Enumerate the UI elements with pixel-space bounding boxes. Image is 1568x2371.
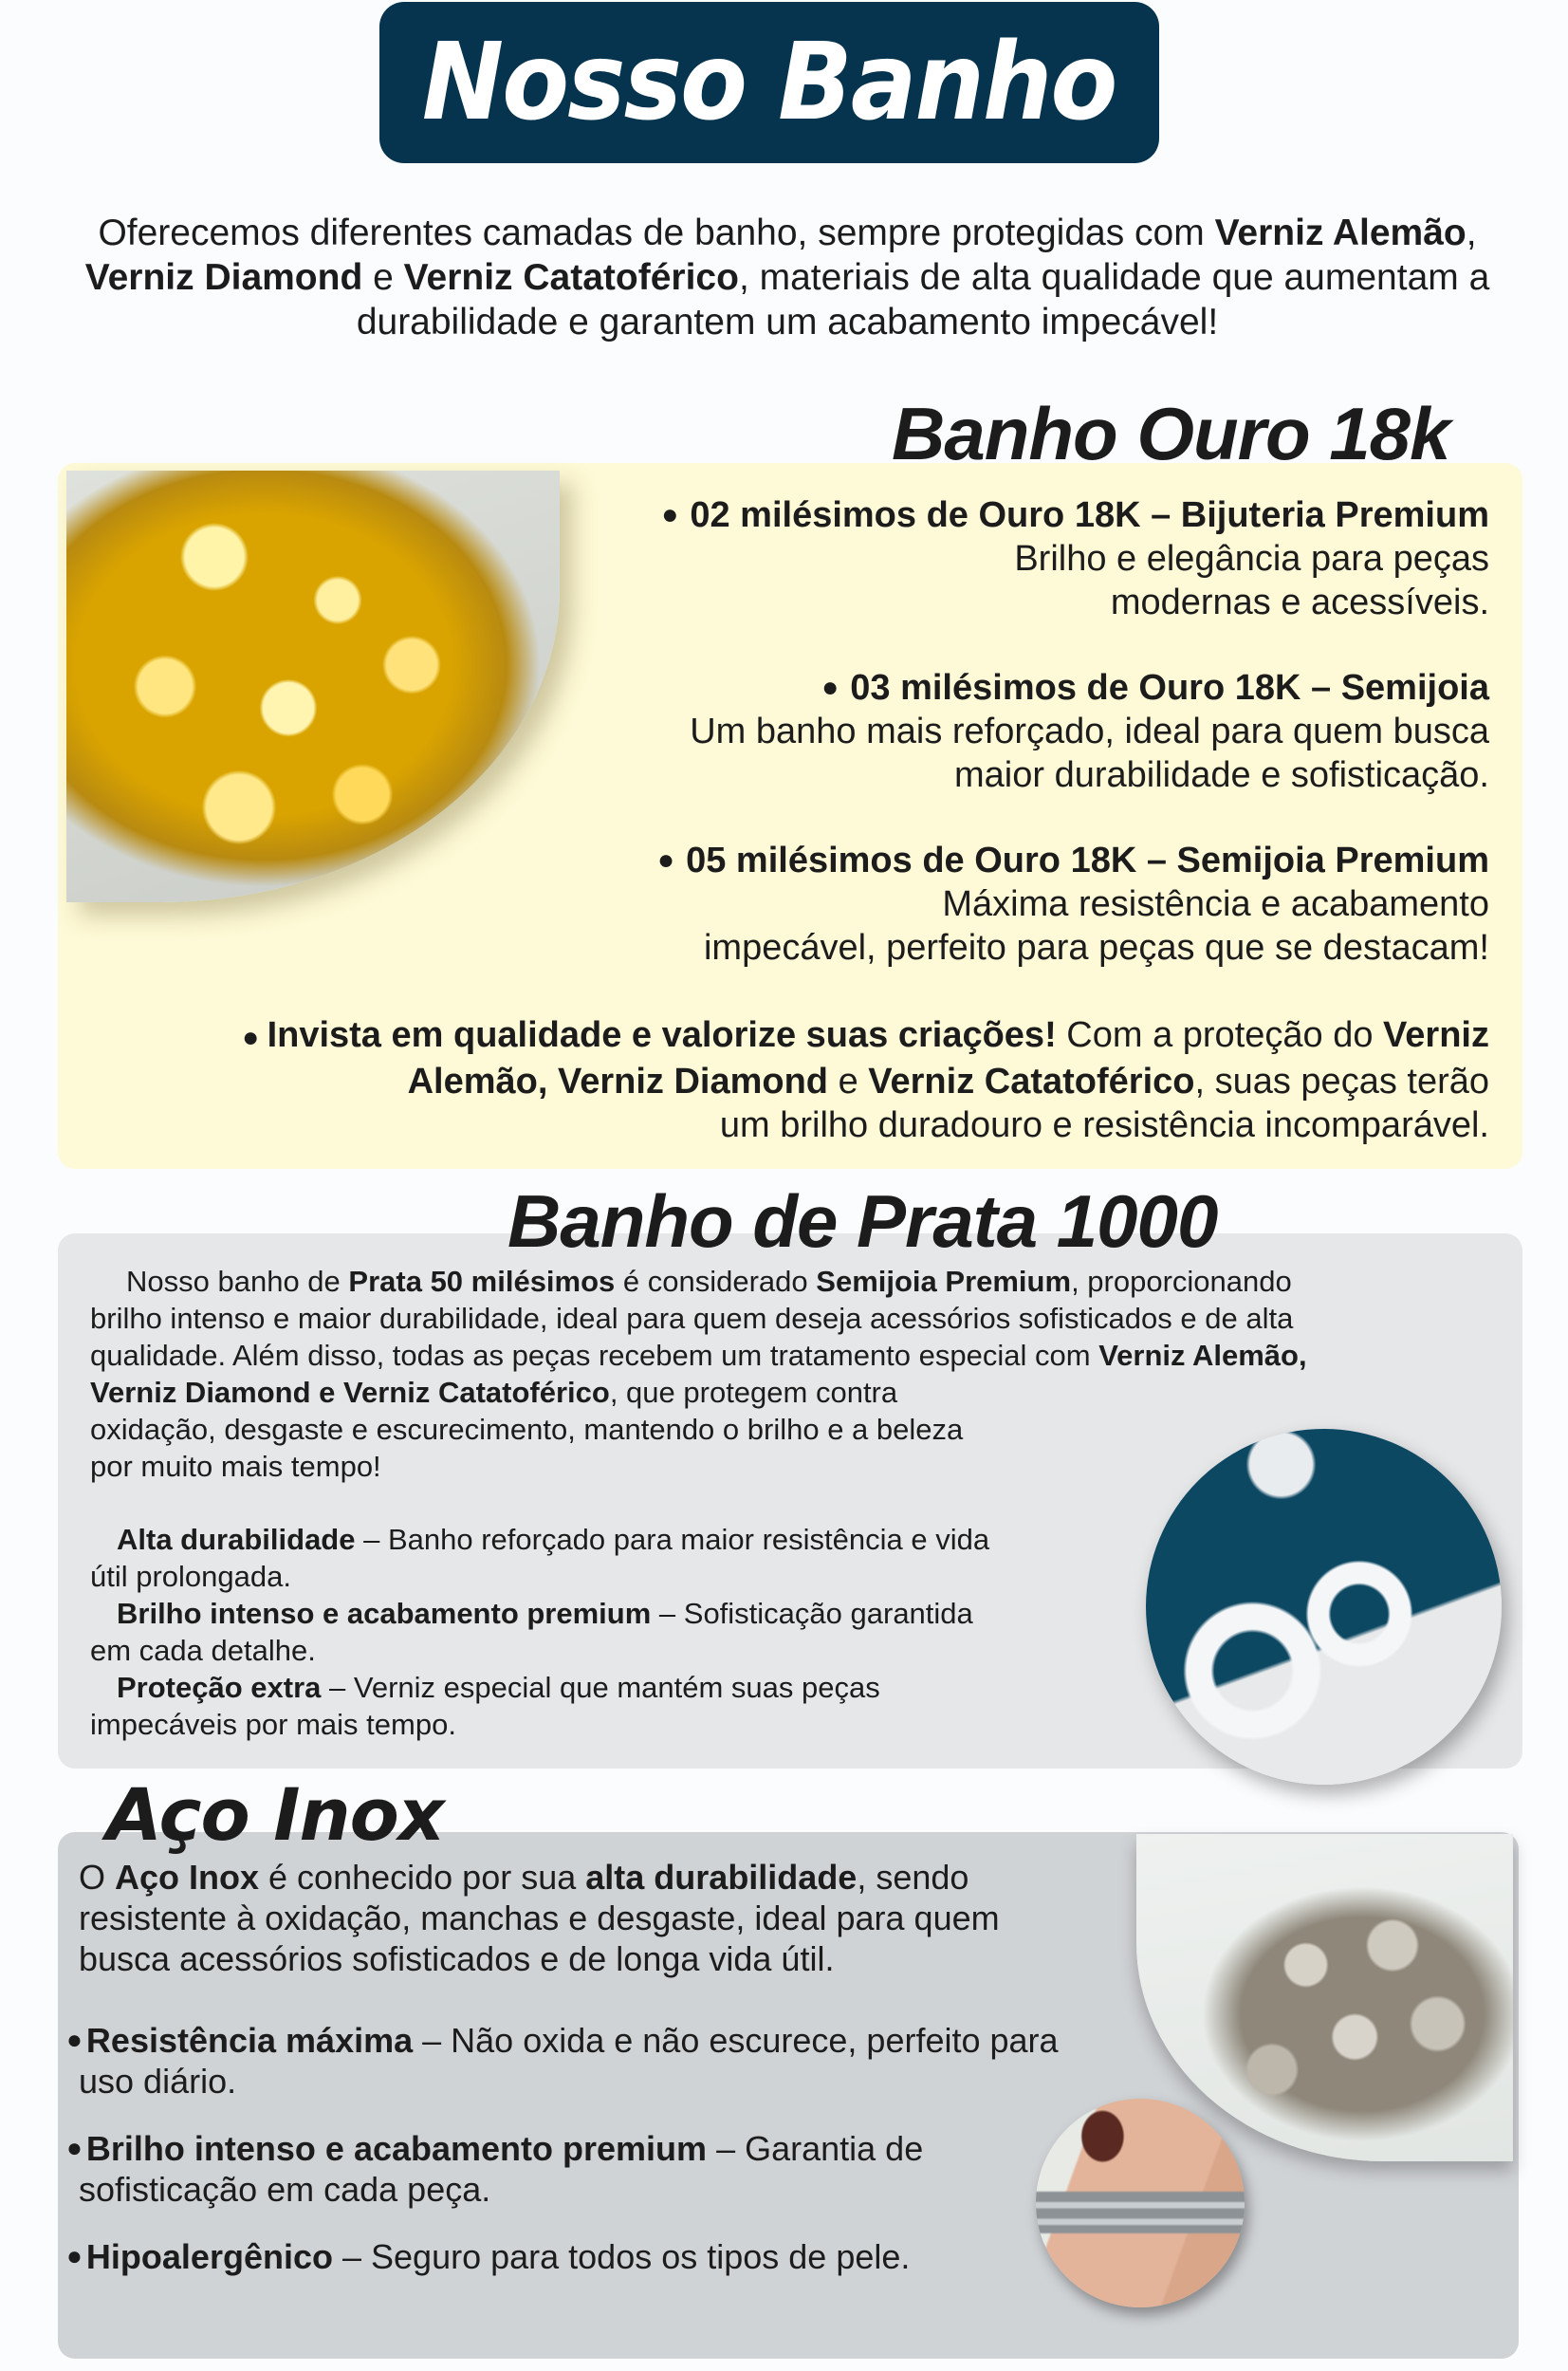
page-title: Nosso Banho [422, 21, 1116, 144]
bullet-icon: ● [66, 2133, 83, 2162]
inox-feature: ● Brilho intenso e acabamento premium – Garantia de sofisticação em cada peça. [66, 2129, 924, 2209]
gold-option-02: ● 02 milésimos de Ouro 18K – Bijuteria Premium Brilho e elegância para peças modernas e acessíveis. [661, 495, 1489, 622]
silver-feature: Alta durabilidade – Banho reforçado para maior resistência e vida útil prolongada. [90, 1523, 990, 1593]
silver-description: Nosso banho de Prata 50 milésimos é considerado Semijoia Premium, proporcionando brilho intenso e maior durabilidade, ideal para quem deseja acessórios sofisticados e de alta qualidade. Além disso, todas as peças recebem um tratamento especial com Verniz Alemão, Verniz Diamond e Verniz Catatoférico, que protegem contra oxidação, desgaste e escurecimento, mantendo o brilho e a beleza por muito mais tempo! [90, 1265, 1307, 1483]
bullet-icon: ● [242, 1022, 267, 1053]
title-banner [379, 2, 1159, 163]
silver-feature: Brilho intenso e acabamento premium – Sofisticação garantida em cada detalhe. [90, 1597, 973, 1667]
gold-option-03: ● 03 milésimos de Ouro 18K – Semijoia Um banho mais reforçado, ideal para quem busca maior durabilidade e sofisticação. [690, 668, 1489, 795]
gold-options-list [531, 493, 1489, 1011]
steel-ring-image [1036, 2099, 1245, 2307]
inox-features-list [66, 2019, 1129, 2303]
gold-option-05: ● 05 milésimos de Ouro 18K – Semijoia Premium Máxima resistência e acabamento impecável, perfeito para peças que se destacam! [656, 841, 1489, 968]
bullet-icon: ● [656, 844, 675, 876]
silver-clasps-image [1146, 1429, 1502, 1785]
inox-section-title: Aço Inox [106, 1772, 444, 1857]
gold-section-title: Banho Ouro 18k [892, 392, 1450, 475]
bullet-icon: ● [66, 2241, 83, 2270]
inox-feature: ● Hipoalergênico – Seguro para todos os tipos de pele. [66, 2237, 911, 2276]
bullet-icon: ● [661, 499, 679, 530]
bullet-icon: ● [66, 2025, 83, 2054]
silver-feature: Proteção extra – Verniz especial que mantém suas peças impecáveis por mais tempo. [90, 1671, 880, 1741]
silver-section-title: Banho de Prata 1000 [507, 1179, 1218, 1263]
inox-feature: ● Resistência máxima – Não oxida e não escurece, perfeito para uso diário. [66, 2021, 1059, 2101]
intro-paragraph: Oferecemos diferentes camadas de banho, sempre protegidas com Verniz Alemão, Verniz Diamond e Verniz Catatoférico, materiais de alta qualidade que aumentam a durabilidade e garantem um acabamento impecável! [84, 213, 1490, 343]
silver-features-list [90, 1521, 1115, 1743]
gold-call-to-action: ● Invista em qualidade e valorize suas criações! Com a proteção do Verniz Alemão, Verniz Diamond e Verniz Catatoférico, suas peças terão um brilho duradouro e resistência incomparável. [242, 1015, 1489, 1145]
inox-description: O Aço Inox é conhecido por sua alta durabilidade, sendo resistente à oxidação, manchas e desgaste, ideal para quem busca acessórios sofisticados e de longa vida útil. [79, 1858, 1000, 1978]
bullet-icon: ● [821, 672, 839, 703]
